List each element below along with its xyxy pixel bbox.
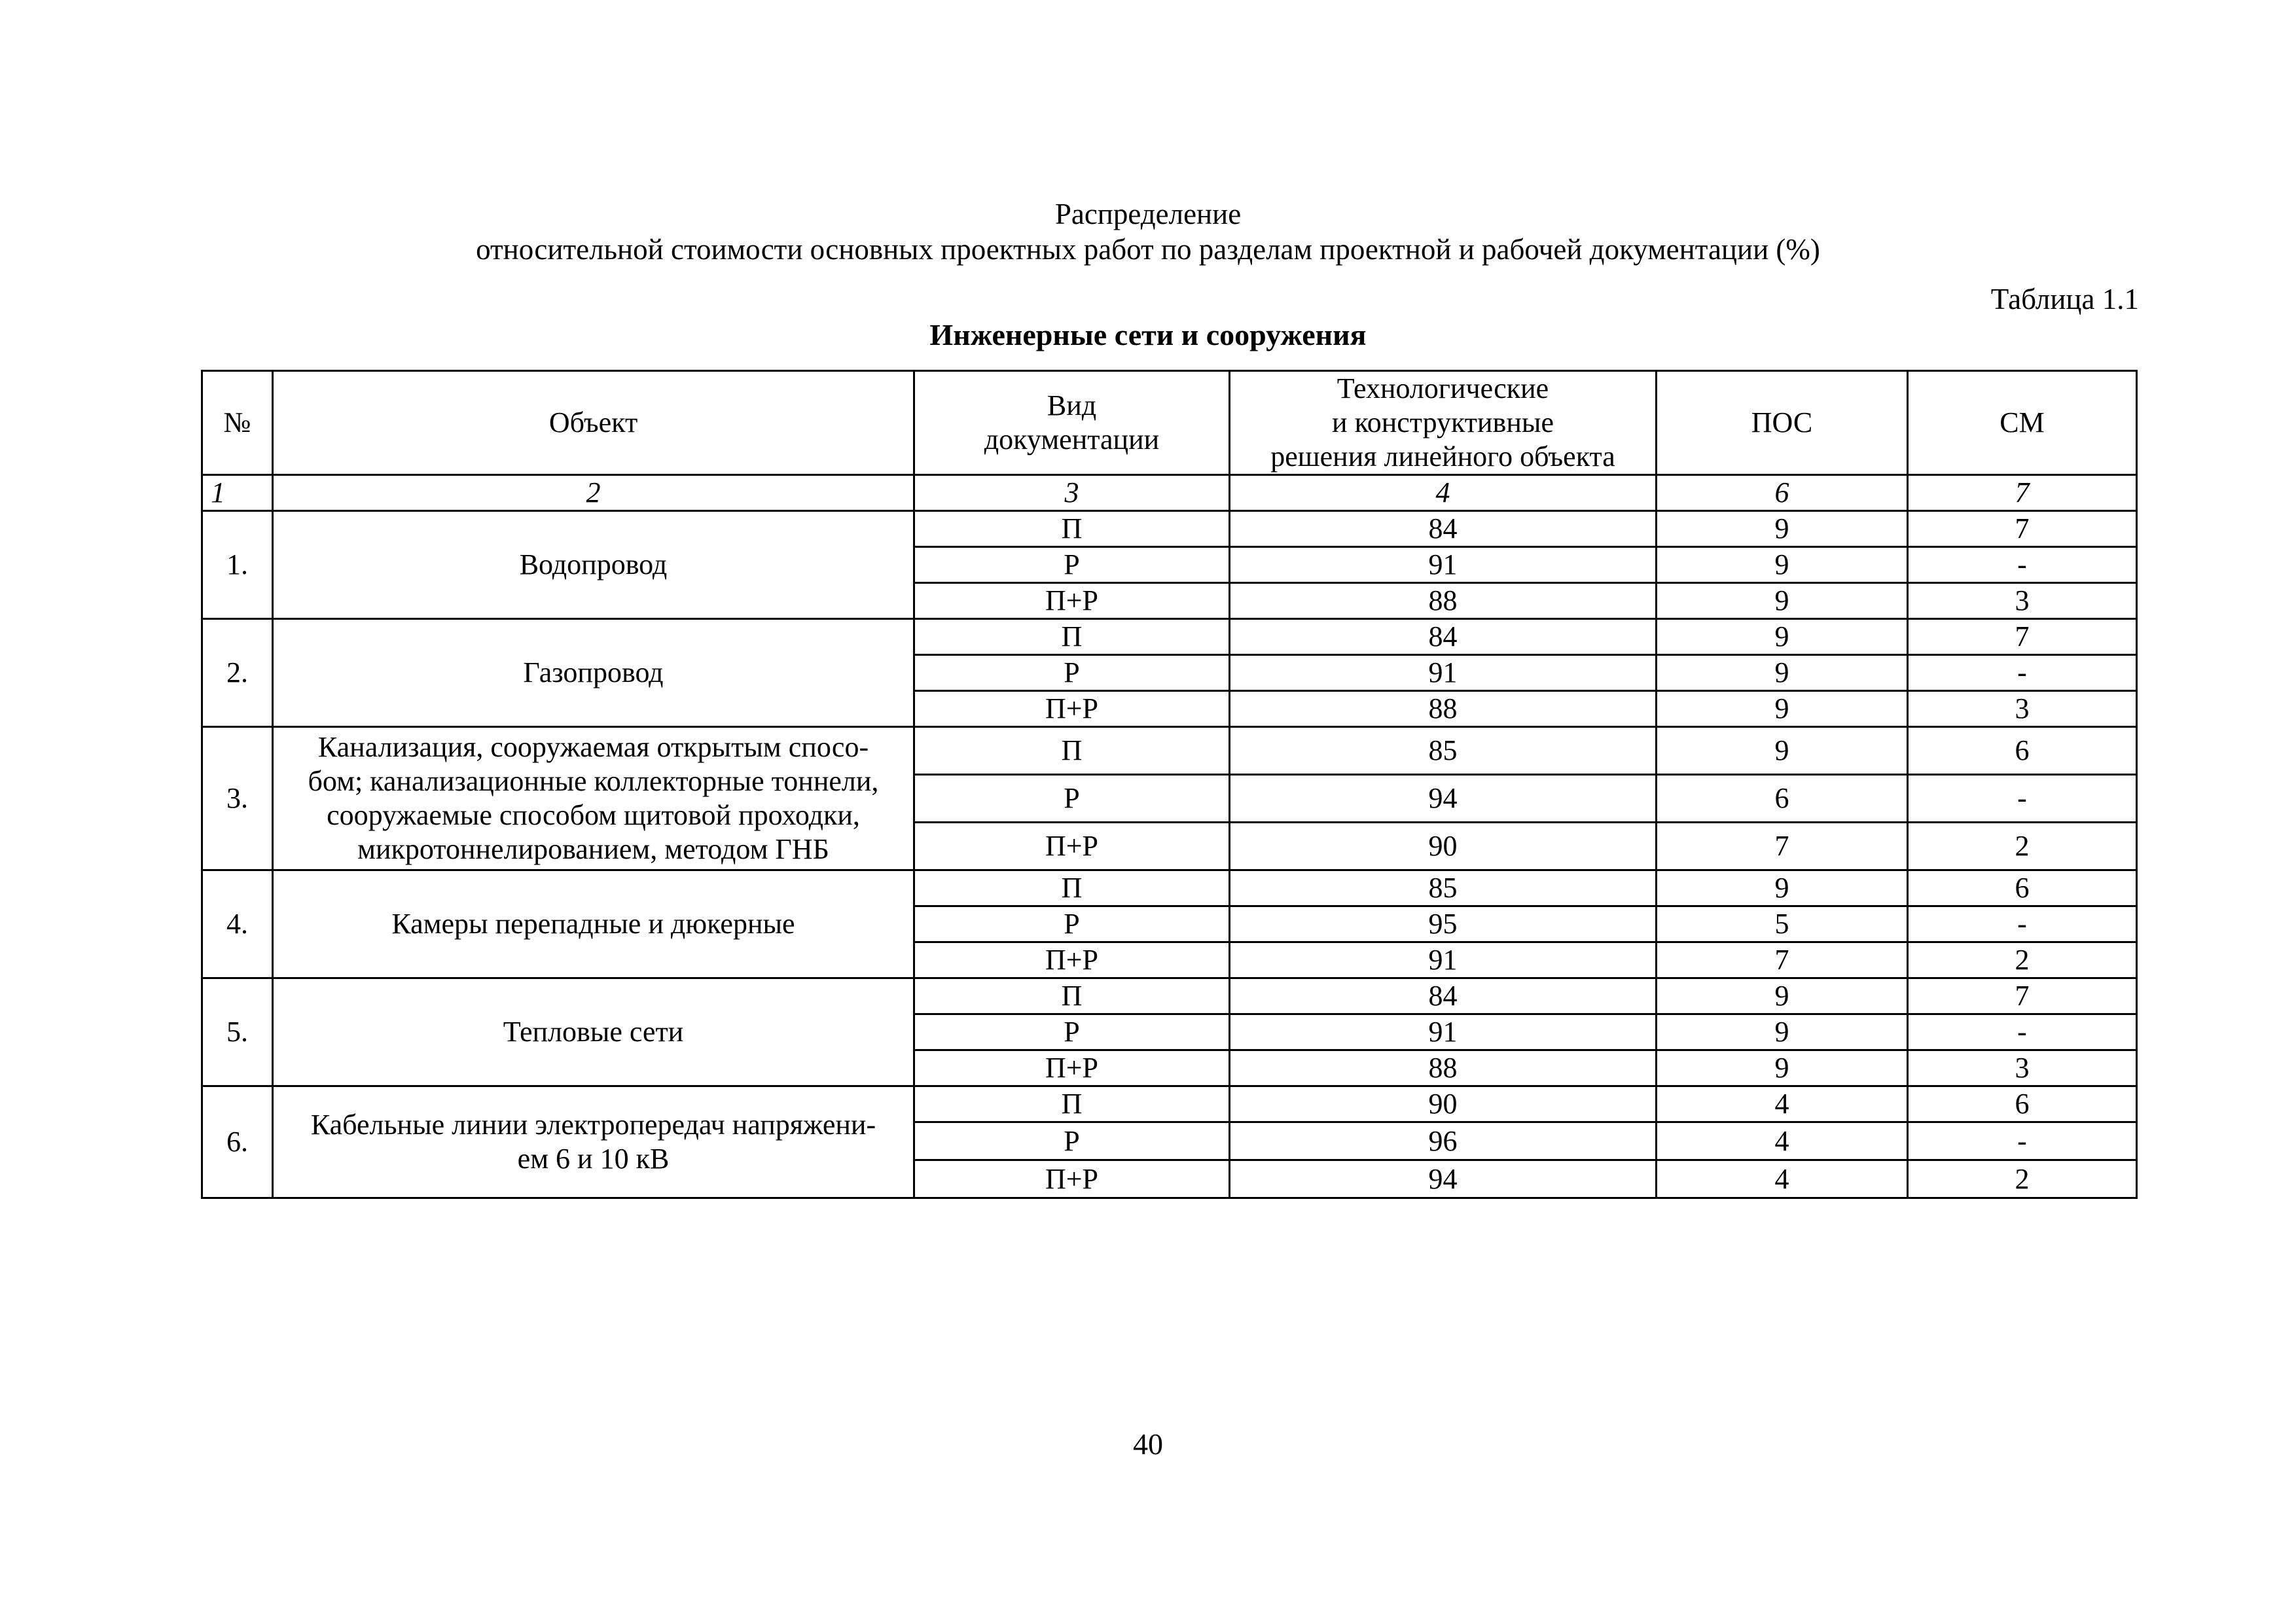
row-index: 3. (202, 727, 273, 870)
tech-cell: 94 (1230, 1160, 1657, 1198)
object-name: Тепловые сети (273, 978, 914, 1086)
header-tech-line3: решения линейного объекта (1270, 440, 1615, 473)
doc-type-cell: П (914, 1086, 1230, 1122)
document-title: Распределение (1054, 198, 1242, 230)
table-row (202, 619, 2137, 655)
sm-cell: 3 (1908, 1050, 2137, 1086)
header-sm: СМ (1908, 371, 2137, 475)
tech-cell: 85 (1230, 727, 1657, 775)
tech-cell: 85 (1230, 870, 1657, 906)
tech-cell: 84 (1230, 978, 1657, 1014)
header-tech-line1: Технологические (1336, 372, 1549, 404)
pos-cell: 9 (1657, 691, 1908, 727)
table-row (202, 870, 2137, 906)
pos-cell: 9 (1657, 619, 1908, 655)
pos-cell: 9 (1657, 511, 1908, 547)
header-doc-type-line1: Вид (1047, 389, 1097, 421)
table-title: Инженерные сети и сооружения (929, 318, 1367, 351)
tech-cell: 91 (1230, 655, 1657, 691)
pos-cell: 9 (1657, 547, 1908, 583)
doc-type-cell: П (914, 511, 1230, 547)
column-number: 1 (202, 475, 273, 511)
doc-type-cell: П+Р (914, 823, 1230, 870)
doc-type-cell: Р (914, 655, 1230, 691)
header-doc-type-line2: документации (984, 423, 1160, 455)
tech-cell: 91 (1230, 547, 1657, 583)
row-index: 2. (202, 619, 273, 727)
header-row (202, 371, 2137, 475)
tech-cell: 88 (1230, 583, 1657, 619)
pos-cell: 9 (1657, 1014, 1908, 1050)
pos-cell: 7 (1657, 942, 1908, 978)
object-name-line: микротоннелированием, методом ГНБ (357, 833, 829, 865)
pos-cell: 5 (1657, 906, 1908, 942)
column-number: 4 (1230, 475, 1657, 511)
sm-cell: 3 (1908, 691, 2137, 727)
doc-type-cell: П (914, 978, 1230, 1014)
object-name (273, 727, 914, 870)
pos-cell: 4 (1657, 1122, 1908, 1160)
pos-cell: 9 (1657, 727, 1908, 775)
sm-cell: - (1908, 1122, 2137, 1160)
object-name-line: сооружаемые способом щитовой проходки, (327, 799, 860, 831)
doc-type-cell: П+Р (914, 1160, 1230, 1198)
table-number: Таблица 1.1 (1990, 283, 2139, 315)
tech-cell: 84 (1230, 511, 1657, 547)
pos-cell: 9 (1657, 655, 1908, 691)
sm-cell: 3 (1908, 583, 2137, 619)
pos-cell: 9 (1657, 870, 1908, 906)
pos-cell: 7 (1657, 823, 1908, 870)
row-index: 6. (202, 1086, 273, 1198)
tech-cell: 91 (1230, 942, 1657, 978)
doc-type-cell: П+Р (914, 583, 1230, 619)
column-number: 7 (1908, 475, 2137, 511)
table-row (202, 727, 2137, 775)
doc-type-cell: Р (914, 775, 1230, 823)
row-index: 5. (202, 978, 273, 1086)
header-tech-line2: и конструктивные (1332, 406, 1554, 438)
tech-cell: 96 (1230, 1122, 1657, 1160)
pos-cell: 9 (1657, 583, 1908, 619)
header-tech (1230, 371, 1657, 475)
sm-cell: - (1908, 1014, 2137, 1050)
tech-cell: 90 (1230, 823, 1657, 870)
tech-cell: 88 (1230, 691, 1657, 727)
doc-type-cell: П (914, 870, 1230, 906)
sm-cell: 6 (1908, 870, 2137, 906)
doc-type-cell: Р (914, 906, 1230, 942)
sm-cell: 2 (1908, 942, 2137, 978)
header-pos: ПОС (1657, 371, 1908, 475)
object-name-line: Канализация, сооружаемая открытым спосо- (317, 731, 869, 763)
tech-cell: 91 (1230, 1014, 1657, 1050)
cost-distribution-table (201, 370, 2138, 1199)
doc-type-cell: П+Р (914, 942, 1230, 978)
sm-cell: 2 (1908, 823, 2137, 870)
row-index: 1. (202, 511, 273, 619)
tech-cell: 88 (1230, 1050, 1657, 1086)
header-doc-type (914, 371, 1230, 475)
header-num: № (202, 371, 273, 475)
column-number: 6 (1657, 475, 1908, 511)
column-numbers-row (202, 475, 2137, 511)
header-object: Объект (273, 371, 914, 475)
object-name (273, 1086, 914, 1198)
sm-cell: - (1908, 906, 2137, 942)
pos-cell: 9 (1657, 1050, 1908, 1086)
object-name: Газопровод (273, 619, 914, 727)
column-number: 2 (273, 475, 914, 511)
tech-cell: 84 (1230, 619, 1657, 655)
tech-cell: 90 (1230, 1086, 1657, 1122)
page-number: 40 (1133, 1427, 1163, 1461)
sm-cell: - (1908, 547, 2137, 583)
sm-cell: 7 (1908, 511, 2137, 547)
table-row (202, 978, 2137, 1014)
sm-cell: 6 (1908, 1086, 2137, 1122)
object-name-line: Кабельные линии электропередач напряжени- (310, 1109, 876, 1141)
doc-type-cell: П+Р (914, 1050, 1230, 1086)
row-index: 4. (202, 870, 273, 978)
sm-cell: - (1908, 655, 2137, 691)
object-name-line: бом; канализационные коллекторные тоннели, (308, 765, 879, 797)
pos-cell: 6 (1657, 775, 1908, 823)
sm-cell: - (1908, 775, 2137, 823)
sm-cell: 7 (1908, 978, 2137, 1014)
object-name: Водопровод (273, 511, 914, 619)
tech-cell: 95 (1230, 906, 1657, 942)
doc-type-cell: П (914, 727, 1230, 775)
sm-cell: 2 (1908, 1160, 2137, 1198)
pos-cell: 4 (1657, 1086, 1908, 1122)
sm-cell: 7 (1908, 619, 2137, 655)
pos-cell: 9 (1657, 978, 1908, 1014)
sm-cell: 6 (1908, 727, 2137, 775)
document-subtitle: относительной стоимости основных проектных работ по разделам проектной и рабочей документации (%) (476, 233, 1820, 266)
doc-type-cell: Р (914, 1122, 1230, 1160)
table-row (202, 511, 2137, 547)
table-row (202, 1086, 2137, 1122)
pos-cell: 4 (1657, 1160, 1908, 1198)
doc-type-cell: Р (914, 1014, 1230, 1050)
doc-type-cell: П+Р (914, 691, 1230, 727)
column-number: 3 (914, 475, 1230, 511)
object-name: Камеры перепадные и дюкерные (273, 870, 914, 978)
object-name-line: ем 6 и 10 кВ (517, 1143, 670, 1175)
doc-type-cell: П (914, 619, 1230, 655)
doc-type-cell: Р (914, 547, 1230, 583)
tech-cell: 94 (1230, 775, 1657, 823)
